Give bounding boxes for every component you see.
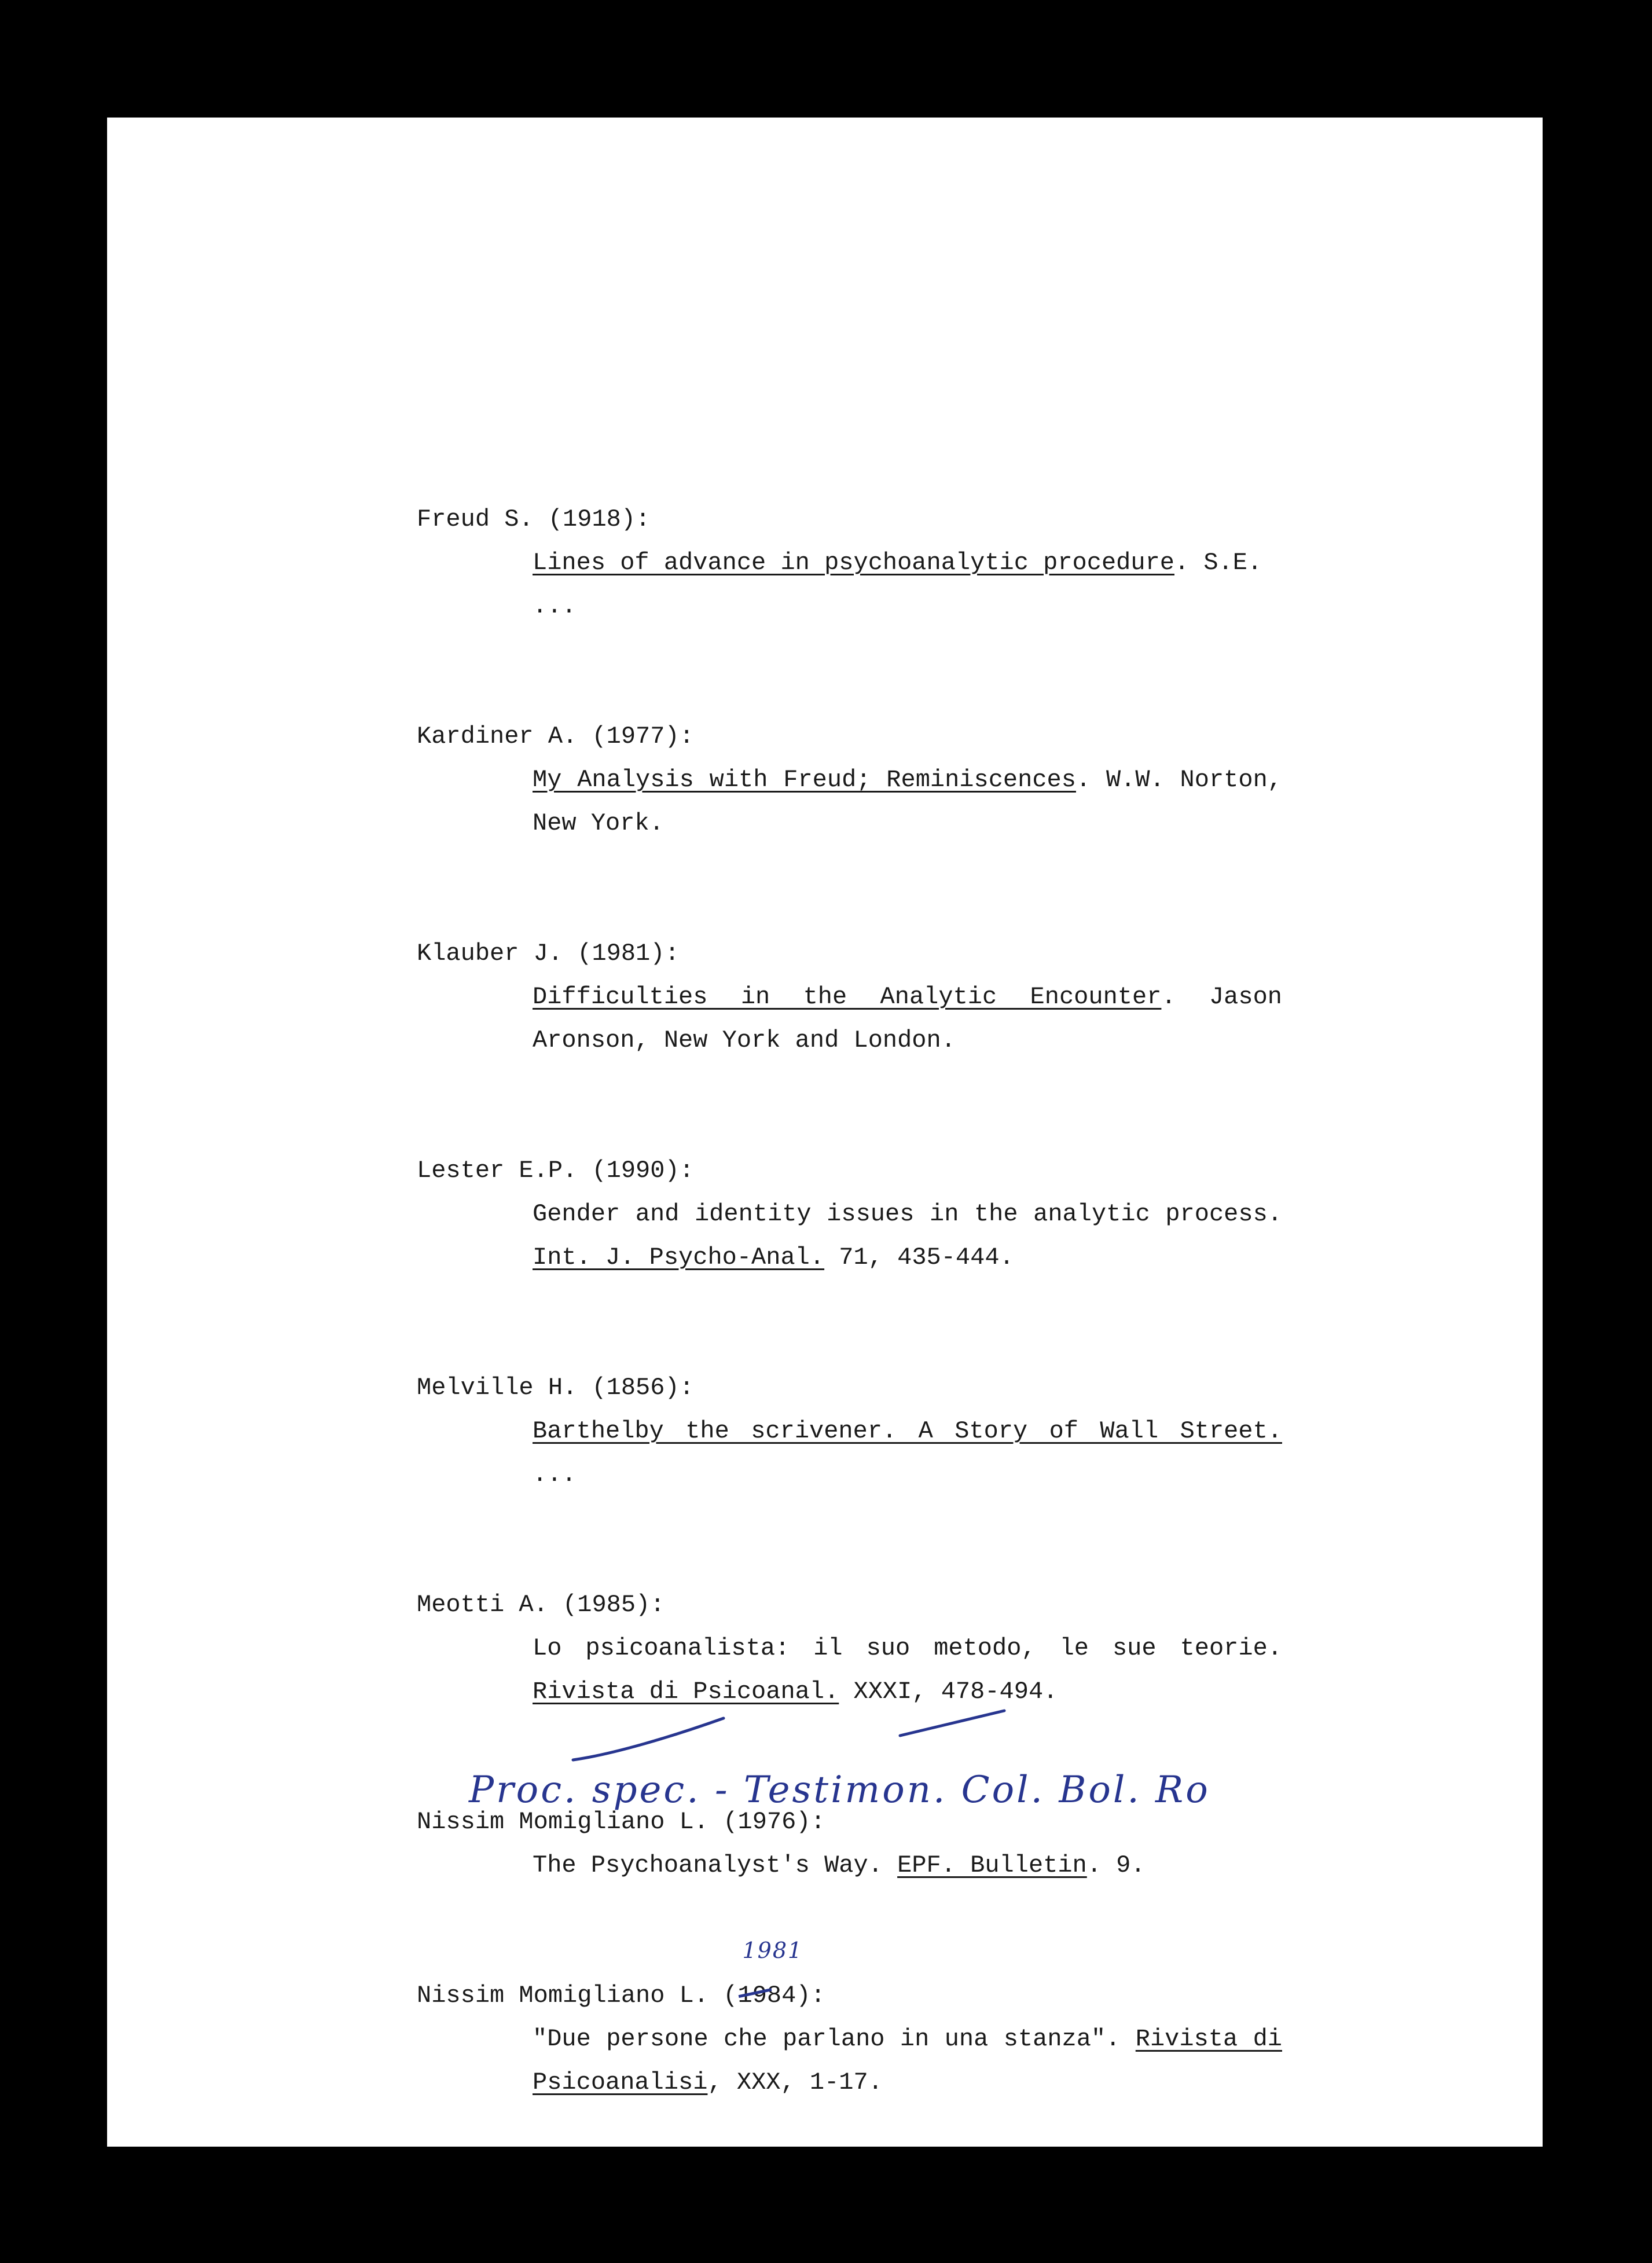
reference-title: Gender and identity issues in the analytic process. bbox=[533, 1200, 1282, 1228]
reference-journal: EPF. Bulletin bbox=[897, 1851, 1087, 1879]
author-suffix: ): bbox=[796, 1982, 825, 2009]
reference-title: "Due persone che parlano in una stanza". bbox=[533, 2025, 1136, 2053]
reference-text: . Jason Aronson, New York and London. bbox=[533, 983, 1282, 1054]
reference-title: Lines of advance in psychoanalytic procedure bbox=[533, 549, 1174, 577]
reference-text: . 9. bbox=[1086, 1851, 1146, 1879]
handwritten-year-correction: 1981 bbox=[742, 1938, 803, 1963]
pen-stroke-mark bbox=[900, 1711, 1004, 1736]
reference-author: Meotti A. (1985): bbox=[417, 1591, 665, 1619]
reference-ellipsis: ... bbox=[533, 592, 577, 620]
reference-author: Melville H. (1856): bbox=[417, 1374, 694, 1402]
reference-title: Lo psicoanalista: il suo metodo, le sue teorie. bbox=[533, 1634, 1282, 1662]
reference-text: . S.E. bbox=[1174, 549, 1262, 577]
reference-text: ... bbox=[533, 1461, 577, 1488]
reference-journal: Int. J. Psycho-Anal. bbox=[533, 1244, 825, 1271]
reference-journal: Rivista di Psicoanal. bbox=[533, 1678, 839, 1705]
reference-title: My Analysis with Freud; Reminiscences bbox=[533, 766, 1076, 794]
reference-author: Nissim Momigliano L. (1976): bbox=[417, 1808, 825, 1836]
reference-text: 71, 435-444. bbox=[824, 1244, 1014, 1271]
handwritten-annotation: Proc. spec. - Testimon. Col. Bol. Ro bbox=[469, 1769, 1210, 1811]
author-name: Nissim Momigliano L. ( bbox=[417, 1982, 738, 2009]
reference-title: Difficulties in the Analytic Encounter bbox=[533, 983, 1162, 1011]
reference-author: Klauber J. (1981): bbox=[417, 940, 680, 967]
reference-title: Barthelby the scrivener. A Story of Wall Street. bbox=[533, 1417, 1282, 1445]
reference-author: Lester E.P. (1990): bbox=[417, 1157, 694, 1184]
author-year-original: 1984 bbox=[737, 1982, 796, 2009]
reference-text: . W.W. Norton, New York. bbox=[533, 766, 1282, 837]
reference-journal: Rivista di Psicoanalisi bbox=[533, 2025, 1282, 2096]
pen-stroke-mark bbox=[573, 1718, 724, 1760]
reference-author: Freud S. (1918): bbox=[417, 505, 651, 533]
reference-text: XXXI, 478-494. bbox=[839, 1678, 1058, 1705]
reference-title: The Psychoanalyst's Way. bbox=[533, 1851, 898, 1879]
reference-author: Kardiner A. (1977): bbox=[417, 722, 694, 750]
reference-text: , XXX, 1-17. bbox=[707, 2068, 883, 2096]
